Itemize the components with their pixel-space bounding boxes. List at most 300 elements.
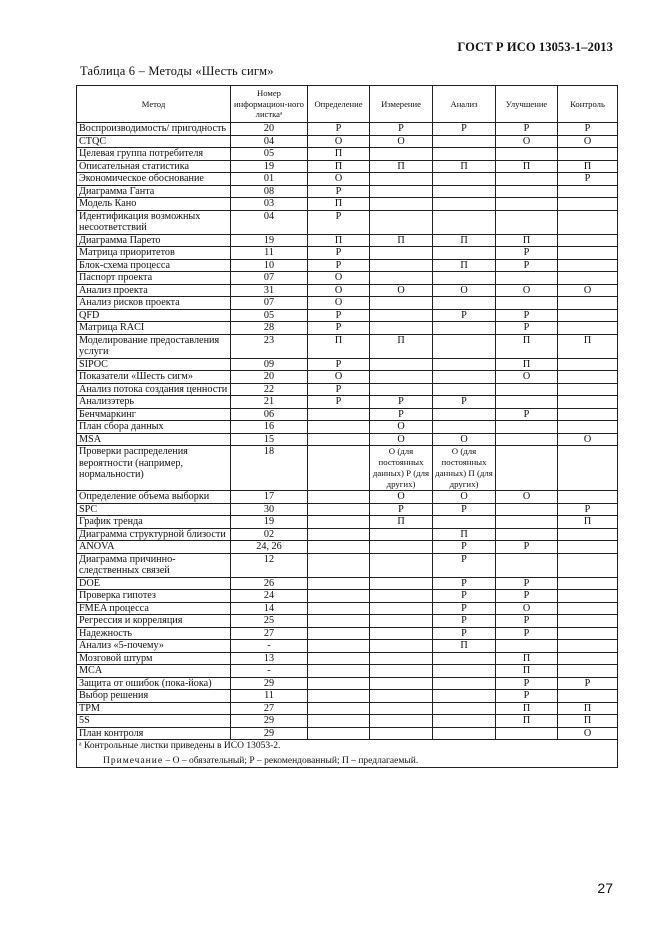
cell-control: [558, 615, 618, 628]
cell-analyze: Р: [433, 503, 496, 516]
cell-sheet-number: 19: [231, 234, 308, 247]
table-row: [77, 690, 618, 703]
cell-improve: П: [496, 358, 558, 371]
cell-measure: [370, 715, 433, 728]
cell-improve: Р: [496, 615, 558, 628]
cell-sheet-number: 04: [231, 135, 308, 148]
cell-define: О: [308, 284, 370, 297]
cell-improve: О: [496, 135, 558, 148]
cell-improve: [496, 148, 558, 161]
cell-improve: [496, 433, 558, 446]
cell-measure: [370, 702, 433, 715]
cell-analyze: [433, 334, 496, 358]
cell-sheet-number: 24: [231, 590, 308, 603]
cell-method: Целевая группа потребителя: [77, 148, 231, 161]
cell-define: [308, 433, 370, 446]
cell-measure: [370, 602, 433, 615]
cell-sheet-number: 19: [231, 516, 308, 529]
cell-analyze: Р: [433, 602, 496, 615]
cell-improve: [496, 503, 558, 516]
cell-sheet-number: 11: [231, 247, 308, 260]
cell-sheet-number: 10: [231, 259, 308, 272]
cell-measure: О: [370, 491, 433, 504]
cell-define: [308, 541, 370, 554]
cell-define: П: [308, 148, 370, 161]
cell-method: 5S: [77, 715, 231, 728]
cell-method: CTQC: [77, 135, 231, 148]
cell-improve: П: [496, 702, 558, 715]
table-row: [77, 247, 618, 260]
cell-define: [308, 491, 370, 504]
cell-measure: [370, 577, 433, 590]
cell-improve: [496, 553, 558, 577]
cell-improve: [496, 210, 558, 234]
table-row: [77, 677, 618, 690]
cell-control: [558, 383, 618, 396]
cell-define: [308, 652, 370, 665]
cell-sheet-number: 27: [231, 702, 308, 715]
cell-method: QFD: [77, 309, 231, 322]
cell-analyze: [433, 421, 496, 434]
table-row: [77, 160, 618, 173]
cell-control: О: [558, 433, 618, 446]
cell-measure: [370, 322, 433, 335]
table-row: [77, 185, 618, 198]
cell-measure: [370, 615, 433, 628]
cell-sheet-number: 15: [231, 433, 308, 446]
cell-method: Воспроизводимость/ пригодность: [77, 123, 231, 136]
table-row: [77, 602, 618, 615]
cell-define: О: [308, 173, 370, 186]
cell-control: [558, 234, 618, 247]
cell-measure: [370, 528, 433, 541]
cell-analyze: Р: [433, 590, 496, 603]
cell-control: П: [558, 516, 618, 529]
cell-analyze: [433, 702, 496, 715]
cell-control: [558, 198, 618, 211]
cell-analyze: Р: [433, 541, 496, 554]
cell-method: График тренда: [77, 516, 231, 529]
cell-analyze: [433, 371, 496, 384]
cell-control: Р: [558, 677, 618, 690]
cell-define: П: [308, 160, 370, 173]
cell-method: Анализ потока создания ценности: [77, 383, 231, 396]
methods-table: [76, 85, 618, 768]
cell-analyze: [433, 690, 496, 703]
table-row: [77, 210, 618, 234]
cell-measure: [370, 640, 433, 653]
cell-sheet-number: 24, 26: [231, 541, 308, 554]
cell-define: [308, 421, 370, 434]
cell-method: Показатели «Шесть сигм»: [77, 371, 231, 384]
cell-analyze: П: [433, 259, 496, 272]
cell-analyze: О: [433, 284, 496, 297]
cell-method: Анализ «5-почему»: [77, 640, 231, 653]
cell-method: План сбора данных: [77, 421, 231, 434]
cell-control: [558, 640, 618, 653]
table-row: [77, 491, 618, 504]
cell-method: Выбор решения: [77, 690, 231, 703]
table-row: [77, 516, 618, 529]
cell-measure: [370, 665, 433, 678]
cell-measure: Р: [370, 503, 433, 516]
cell-control: [558, 528, 618, 541]
table-row: [77, 148, 618, 161]
table-row: [77, 652, 618, 665]
cell-analyze: [433, 408, 496, 421]
cell-control: [558, 371, 618, 384]
table-row: [77, 383, 618, 396]
table-caption: Таблица 6 – Методы «Шесть сигм»: [80, 64, 274, 78]
cell-measure: О: [370, 135, 433, 148]
col-header-analyze: Анализ: [433, 86, 496, 123]
cell-measure: [370, 297, 433, 310]
cell-measure: П: [370, 160, 433, 173]
cell-control: [558, 297, 618, 310]
cell-sheet-number: 17: [231, 491, 308, 504]
cell-improve: [496, 727, 558, 740]
cell-analyze: [433, 715, 496, 728]
cell-define: П: [308, 198, 370, 211]
cell-analyze: [433, 135, 496, 148]
cell-sheet-number: 22: [231, 383, 308, 396]
cell-sheet-number: 29: [231, 727, 308, 740]
table-row: [77, 541, 618, 554]
cell-control: П: [558, 160, 618, 173]
cell-sheet-number: 29: [231, 677, 308, 690]
cell-define: О: [308, 272, 370, 285]
cell-define: [308, 577, 370, 590]
cell-define: [308, 715, 370, 728]
note: [79, 755, 615, 767]
cell-improve: Р: [496, 259, 558, 272]
cell-define: [308, 528, 370, 541]
cell-analyze: [433, 297, 496, 310]
cell-measure: П: [370, 516, 433, 529]
cell-measure: О: [370, 433, 433, 446]
cell-control: [558, 259, 618, 272]
cell-define: Р: [308, 358, 370, 371]
cell-method: Диаграмма Парето: [77, 234, 231, 247]
cell-improve: О: [496, 491, 558, 504]
cell-control: [558, 421, 618, 434]
table-row: [77, 198, 618, 211]
cell-measure: [370, 652, 433, 665]
cell-method: Определение объема выборки: [77, 491, 231, 504]
cell-improve: [496, 198, 558, 211]
cell-improve: П: [496, 234, 558, 247]
footnote: ᵃ Контрольные листки приведены в ИСО 13053-2.: [79, 741, 281, 751]
cell-sheet-number: 27: [231, 627, 308, 640]
table-row: [77, 503, 618, 516]
table-row: [77, 334, 618, 358]
cell-control: Р: [558, 123, 618, 136]
cell-method: MCA: [77, 665, 231, 678]
cell-improve: [496, 446, 558, 491]
cell-improve: Р: [496, 677, 558, 690]
cell-method: Модель Кано: [77, 198, 231, 211]
cell-sheet-number: 02: [231, 528, 308, 541]
table-row: [77, 433, 618, 446]
cell-improve: Р: [496, 541, 558, 554]
cell-control: [558, 590, 618, 603]
table-row: [77, 408, 618, 421]
cell-control: Р: [558, 173, 618, 186]
cell-measure: Р: [370, 408, 433, 421]
table-row: [77, 665, 618, 678]
cell-sheet-number: 04: [231, 210, 308, 234]
cell-analyze: Р: [433, 309, 496, 322]
cell-measure: Р: [370, 123, 433, 136]
cell-measure: [370, 259, 433, 272]
cell-method: Мозговой штурм: [77, 652, 231, 665]
cell-control: [558, 627, 618, 640]
table-row: [77, 590, 618, 603]
cell-analyze: [433, 185, 496, 198]
table-row: [77, 135, 618, 148]
cell-measure: О: [370, 284, 433, 297]
cell-method: ANOVA: [77, 541, 231, 554]
col-header-measure: Измерение: [370, 86, 433, 123]
cell-analyze: П: [433, 160, 496, 173]
cell-method: FMEA процесса: [77, 602, 231, 615]
cell-control: [558, 309, 618, 322]
cell-analyze: Р: [433, 553, 496, 577]
table-row: [77, 284, 618, 297]
cell-control: О: [558, 727, 618, 740]
cell-method: MSA: [77, 433, 231, 446]
cell-measure: [370, 690, 433, 703]
cell-method: Надежность: [77, 627, 231, 640]
cell-improve: П: [496, 160, 558, 173]
cell-sheet-number: 05: [231, 148, 308, 161]
cell-measure: [370, 185, 433, 198]
cell-control: [558, 652, 618, 665]
cell-control: [558, 491, 618, 504]
table-row: [77, 123, 618, 136]
cell-control: О: [558, 284, 618, 297]
cell-analyze: [433, 198, 496, 211]
cell-define: Р: [308, 259, 370, 272]
table-row: [77, 615, 618, 628]
cell-analyze: П: [433, 528, 496, 541]
cell-improve: [496, 173, 558, 186]
cell-define: [308, 503, 370, 516]
cell-define: [308, 615, 370, 628]
cell-sheet-number: 01: [231, 173, 308, 186]
table-row: [77, 309, 618, 322]
cell-define: [308, 602, 370, 615]
cell-sheet-number: 19: [231, 160, 308, 173]
cell-analyze: О (для постоянных данных) П (для других): [433, 446, 496, 491]
cell-improve: О: [496, 284, 558, 297]
cell-measure: О: [370, 421, 433, 434]
cell-measure: П: [370, 234, 433, 247]
table-row: [77, 421, 618, 434]
cell-analyze: [433, 727, 496, 740]
cell-analyze: [433, 272, 496, 285]
cell-sheet-number: 07: [231, 272, 308, 285]
cell-improve: Р: [496, 247, 558, 260]
cell-control: [558, 690, 618, 703]
col-header-sheet: Номер информацион-ного листкаᵃ: [231, 86, 308, 123]
cell-define: [308, 627, 370, 640]
cell-control: [558, 358, 618, 371]
table-footer: [77, 740, 618, 768]
cell-analyze: Р: [433, 615, 496, 628]
cell-analyze: [433, 516, 496, 529]
cell-analyze: Р: [433, 396, 496, 409]
table-row: [77, 446, 618, 491]
cell-analyze: [433, 210, 496, 234]
table-row: [77, 715, 618, 728]
cell-improve: Р: [496, 309, 558, 322]
cell-analyze: [433, 148, 496, 161]
cell-define: Р: [308, 210, 370, 234]
cell-improve: О: [496, 602, 558, 615]
cell-control: П: [558, 715, 618, 728]
cell-measure: [370, 590, 433, 603]
cell-improve: П: [496, 665, 558, 678]
cell-define: Р: [308, 322, 370, 335]
cell-improve: Р: [496, 123, 558, 136]
cell-define: [308, 665, 370, 678]
cell-improve: [496, 640, 558, 653]
cell-measure: Р: [370, 396, 433, 409]
cell-define: [308, 702, 370, 715]
table-row: [77, 259, 618, 272]
cell-sheet-number: 16: [231, 421, 308, 434]
cell-analyze: [433, 383, 496, 396]
cell-define: [308, 408, 370, 421]
note-label: Примечание: [103, 756, 164, 766]
col-header-improve: Улучшение: [496, 86, 558, 123]
cell-method: Анализ рисков проекта: [77, 297, 231, 310]
cell-method: Диаграмма структурной близости: [77, 528, 231, 541]
table-row: [77, 322, 618, 335]
cell-sheet-number: 06: [231, 408, 308, 421]
cell-control: [558, 185, 618, 198]
col-header-control: Контроль: [558, 86, 618, 123]
cell-sheet-number: 21: [231, 396, 308, 409]
cell-method: План контроля: [77, 727, 231, 740]
table-row: [77, 272, 618, 285]
cell-sheet-number: 30: [231, 503, 308, 516]
table-row: [77, 727, 618, 740]
cell-improve: [496, 516, 558, 529]
cell-control: [558, 541, 618, 554]
cell-measure: [370, 383, 433, 396]
cell-sheet-number: 09: [231, 358, 308, 371]
cell-measure: [370, 627, 433, 640]
cell-control: [558, 148, 618, 161]
cell-method: TPM: [77, 702, 231, 715]
cell-improve: П: [496, 334, 558, 358]
cell-control: П: [558, 334, 618, 358]
cell-method: Диаграмма причинно-следственных связей: [77, 553, 231, 577]
cell-analyze: [433, 173, 496, 186]
cell-analyze: П: [433, 234, 496, 247]
cell-method: Матрица приоритетов: [77, 247, 231, 260]
cell-analyze: [433, 322, 496, 335]
cell-sheet-number: 14: [231, 602, 308, 615]
cell-sheet-number: 11: [231, 690, 308, 703]
cell-analyze: [433, 247, 496, 260]
cell-method: Анализэтерь: [77, 396, 231, 409]
cell-define: О: [308, 297, 370, 310]
cell-define: П: [308, 234, 370, 247]
cell-sheet-number: 12: [231, 553, 308, 577]
cell-define: [308, 446, 370, 491]
cell-analyze: [433, 358, 496, 371]
cell-control: [558, 322, 618, 335]
cell-measure: [370, 210, 433, 234]
cell-analyze: [433, 652, 496, 665]
cell-method: Паспорт проекта: [77, 272, 231, 285]
table-header-row: [77, 86, 618, 123]
cell-improve: [496, 272, 558, 285]
cell-improve: [496, 528, 558, 541]
cell-sheet-number: 08: [231, 185, 308, 198]
cell-improve: [496, 421, 558, 434]
cell-method: Защита от ошибок (пока-йока): [77, 677, 231, 690]
cell-measure: [370, 371, 433, 384]
cell-sheet-number: 20: [231, 371, 308, 384]
table-row: [77, 358, 618, 371]
cell-analyze: [433, 665, 496, 678]
cell-sheet-number: 29: [231, 715, 308, 728]
cell-measure: [370, 173, 433, 186]
cell-improve: П: [496, 652, 558, 665]
cell-measure: [370, 358, 433, 371]
cell-method: Проверки распределения вероятности (например, нормальности): [77, 446, 231, 491]
table-row: [77, 297, 618, 310]
cell-method: SPC: [77, 503, 231, 516]
cell-sheet-number: 07: [231, 297, 308, 310]
cell-method: Бенчмаркинг: [77, 408, 231, 421]
cell-control: Р: [558, 503, 618, 516]
cell-measure: [370, 247, 433, 260]
cell-sheet-number: 03: [231, 198, 308, 211]
cell-control: [558, 446, 618, 491]
table-row: [77, 396, 618, 409]
cell-measure: [370, 541, 433, 554]
cell-measure: О (для постоянных данных) Р (для других): [370, 446, 433, 491]
cell-define: [308, 727, 370, 740]
cell-method: Описательная статистика: [77, 160, 231, 173]
table-row: [77, 371, 618, 384]
cell-define: П: [308, 334, 370, 358]
cell-improve: Р: [496, 690, 558, 703]
cell-define: Р: [308, 309, 370, 322]
cell-method: Блок-схема процесса: [77, 259, 231, 272]
cell-sheet-number: 31: [231, 284, 308, 297]
cell-improve: Р: [496, 322, 558, 335]
col-header-define: Определение: [308, 86, 370, 123]
cell-sheet-number: -: [231, 640, 308, 653]
cell-method: Матрица RACI: [77, 322, 231, 335]
cell-analyze: [433, 677, 496, 690]
cell-method: Экономическое обоснование: [77, 173, 231, 186]
cell-sheet-number: 20: [231, 123, 308, 136]
cell-define: Р: [308, 247, 370, 260]
cell-measure: [370, 553, 433, 577]
cell-control: [558, 396, 618, 409]
cell-control: [558, 247, 618, 260]
cell-analyze: Р: [433, 577, 496, 590]
cell-control: [558, 553, 618, 577]
cell-measure: [370, 198, 433, 211]
